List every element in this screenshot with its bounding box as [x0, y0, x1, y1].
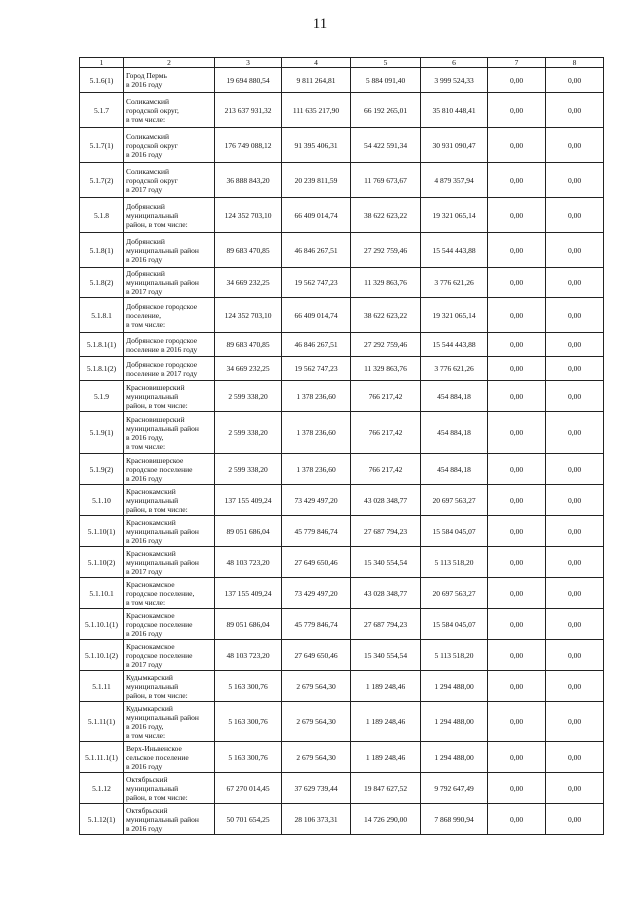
row-name-line: Октябрьский: [126, 805, 168, 815]
value-cell-v3: 89 051 686,04: [215, 516, 282, 547]
value-cell-v4: 45 779 846,74: [282, 609, 351, 640]
row-name-line: Добрянский: [126, 236, 165, 246]
table-row: [80, 516, 604, 547]
value-cell-v4: 37 629 739,44: [282, 773, 351, 804]
value-cell-v4: 66 409 014,74: [282, 298, 351, 333]
value-cell-v4: 66 409 014,74: [282, 198, 351, 233]
row-name-line: Краснокамское: [126, 610, 175, 620]
row-code: 5.1.8.1: [80, 298, 124, 333]
value-cell-v3: 67 270 014,45: [215, 773, 282, 804]
value-cell-v5: 54 422 591,34: [351, 128, 421, 163]
value-cell-v4: 2 679 564,30: [282, 671, 351, 702]
row-name-line: сельское поселение: [126, 752, 189, 762]
table-row: [80, 68, 604, 93]
value-cell-v8: 0,00: [546, 609, 604, 640]
row-name-line: в том числе:: [126, 441, 166, 451]
value-cell-v8: 0,00: [546, 454, 604, 485]
table-row: [80, 609, 604, 640]
value-cell-v7: 0,00: [488, 233, 546, 268]
value-cell-v8: 0,00: [546, 357, 604, 381]
value-cell-v5: 27 687 794,23: [351, 609, 421, 640]
value-cell-v5: 14 726 290,00: [351, 804, 421, 835]
table-row: [80, 381, 604, 412]
value-cell-v7: 0,00: [488, 198, 546, 233]
value-cell-v4: 28 106 373,31: [282, 804, 351, 835]
value-cell-v7: 0,00: [488, 412, 546, 454]
value-cell-v6: 4 879 357,94: [421, 163, 488, 198]
row-name-line: в том числе:: [126, 597, 166, 607]
value-cell-v6: 9 792 647,49: [421, 773, 488, 804]
row-name: [124, 333, 215, 357]
value-cell-v8: 0,00: [546, 640, 604, 671]
row-code: 5.1.10.1(2): [80, 640, 124, 671]
value-cell-v5: 38 622 623,22: [351, 298, 421, 333]
value-cell-v4: 73 429 497,20: [282, 578, 351, 609]
value-cell-v3: 5 163 300,76: [215, 742, 282, 773]
table-row: [80, 773, 604, 804]
value-cell-v4: 9 811 264,81: [282, 68, 351, 93]
value-cell-v4: 2 679 564,30: [282, 702, 351, 742]
value-cell-v4: 19 562 747,23: [282, 268, 351, 298]
value-cell-v8: 0,00: [546, 233, 604, 268]
row-name: [124, 640, 215, 671]
value-cell-v8: 0,00: [546, 671, 604, 702]
row-name-line: поселение в 2016 году: [126, 344, 198, 354]
value-cell-v7: 0,00: [488, 68, 546, 93]
row-name: [124, 742, 215, 773]
row-name-line: в том числе:: [126, 114, 166, 124]
row-code: 5.1.11(1): [80, 702, 124, 742]
row-name: [124, 381, 215, 412]
value-cell-v3: 5 163 300,76: [215, 702, 282, 742]
value-cell-v7: 0,00: [488, 702, 546, 742]
row-name-line: Кудымкарский: [126, 703, 173, 713]
row-name: [124, 485, 215, 516]
value-cell-v7: 0,00: [488, 671, 546, 702]
page-number: 11: [312, 16, 328, 32]
value-cell-v7: 0,00: [488, 804, 546, 835]
value-cell-v3: 50 701 654,25: [215, 804, 282, 835]
row-name-line: район, в том числе:: [126, 792, 188, 802]
value-cell-v4: 91 395 406,31: [282, 128, 351, 163]
value-cell-v4: 46 846 267,51: [282, 333, 351, 357]
value-cell-v6: 20 697 563,27: [421, 578, 488, 609]
value-cell-v5: 15 340 554,54: [351, 547, 421, 578]
row-name: [124, 454, 215, 485]
value-cell-v3: 213 637 931,32: [215, 93, 282, 128]
row-name-line: в 2016 году: [126, 149, 163, 159]
value-cell-v5: 19 847 627,52: [351, 773, 421, 804]
value-cell-v5: 1 189 248,46: [351, 742, 421, 773]
value-cell-v7: 0,00: [488, 93, 546, 128]
table-row: [80, 412, 604, 454]
budget-table: [79, 57, 604, 835]
row-name-line: Красновишерский: [126, 382, 185, 392]
column-header: 5: [351, 58, 421, 68]
value-cell-v8: 0,00: [546, 381, 604, 412]
value-cell-v7: 0,00: [488, 454, 546, 485]
row-name-line: в 2016 году: [126, 535, 163, 545]
value-cell-v8: 0,00: [546, 298, 604, 333]
row-code: 5.1.7(1): [80, 128, 124, 163]
row-code: 5.1.8.1(2): [80, 357, 124, 381]
value-cell-v5: 38 622 623,22: [351, 198, 421, 233]
value-cell-v8: 0,00: [546, 128, 604, 163]
value-cell-v8: 0,00: [546, 485, 604, 516]
row-name-line: Краснокамский: [126, 548, 176, 558]
row-code: 5.1.12: [80, 773, 124, 804]
value-cell-v7: 0,00: [488, 128, 546, 163]
row-code: 5.1.10.1: [80, 578, 124, 609]
value-cell-v6: 1 294 488,00: [421, 742, 488, 773]
value-cell-v7: 0,00: [488, 609, 546, 640]
table-row: [80, 485, 604, 516]
value-cell-v7: 0,00: [488, 163, 546, 198]
value-cell-v5: 1 189 248,46: [351, 671, 421, 702]
row-code: 5.1.6(1): [80, 68, 124, 93]
value-cell-v3: 2 599 338,20: [215, 454, 282, 485]
row-name-line: район, в том числе:: [126, 219, 188, 229]
column-header: 8: [546, 58, 604, 68]
value-cell-v5: 43 028 348,77: [351, 578, 421, 609]
row-name-line: муниципальный район: [126, 423, 199, 433]
value-cell-v6: 454 884,18: [421, 381, 488, 412]
value-cell-v5: 766 217,42: [351, 454, 421, 485]
table-row: [80, 742, 604, 773]
row-name: [124, 163, 215, 198]
value-cell-v4: 19 562 747,23: [282, 357, 351, 381]
row-code: 5.1.8(2): [80, 268, 124, 298]
value-cell-v4: 46 846 267,51: [282, 233, 351, 268]
table-row: [80, 333, 604, 357]
value-cell-v6: 1 294 488,00: [421, 671, 488, 702]
row-name-line: городской округ: [126, 140, 178, 150]
row-name-line: в 2016 году: [126, 823, 163, 833]
value-cell-v3: 36 888 843,20: [215, 163, 282, 198]
table-row: [80, 702, 604, 742]
row-name-line: Добрянское городское: [126, 301, 198, 311]
value-cell-v4: 111 635 217,90: [282, 93, 351, 128]
column-header: 3: [215, 58, 282, 68]
row-name-line: Октябрьский: [126, 774, 168, 784]
row-code: 5.1.9(2): [80, 454, 124, 485]
column-header: 2: [124, 58, 215, 68]
row-name-line: поселение в 2017 году: [126, 368, 198, 378]
row-name-line: Соликамский: [126, 166, 170, 176]
value-cell-v4: 2 679 564,30: [282, 742, 351, 773]
row-name-line: городской округ: [126, 175, 178, 185]
row-name-line: муниципальный район: [126, 245, 199, 255]
value-cell-v3: 124 352 703,10: [215, 298, 282, 333]
row-name-line: муниципальный район: [126, 712, 199, 722]
row-name: [124, 128, 215, 163]
value-cell-v8: 0,00: [546, 93, 604, 128]
row-name-line: Красновишерское: [126, 455, 184, 465]
value-cell-v6: 20 697 563,27: [421, 485, 488, 516]
value-cell-v5: 766 217,42: [351, 381, 421, 412]
value-cell-v8: 0,00: [546, 804, 604, 835]
row-name: [124, 268, 215, 298]
value-cell-v8: 0,00: [546, 198, 604, 233]
value-cell-v5: 27 687 794,23: [351, 516, 421, 547]
value-cell-v6: 454 884,18: [421, 412, 488, 454]
row-name: [124, 198, 215, 233]
row-name-line: в 2016 году: [126, 254, 163, 264]
row-name-line: в 2017 году: [126, 659, 163, 669]
row-name-line: Краснокамское: [126, 641, 175, 651]
row-code: 5.1.11.1(1): [80, 742, 124, 773]
row-name-line: в том числе:: [126, 319, 166, 329]
row-name-line: район, в том числе:: [126, 504, 188, 514]
value-cell-v3: 2 599 338,20: [215, 381, 282, 412]
row-name-line: в 2016 году,: [126, 432, 164, 442]
row-name-line: Город Пермь: [126, 71, 167, 80]
value-cell-v4: 20 239 811,59: [282, 163, 351, 198]
value-cell-v6: 15 584 045,07: [421, 609, 488, 640]
column-header: 4: [282, 58, 351, 68]
value-cell-v3: 176 749 088,12: [215, 128, 282, 163]
row-name-line: Добрянский: [126, 269, 165, 278]
row-name-line: район, в том числе:: [126, 400, 188, 410]
value-cell-v8: 0,00: [546, 742, 604, 773]
table-row: [80, 198, 604, 233]
value-cell-v8: 0,00: [546, 773, 604, 804]
value-cell-v7: 0,00: [488, 640, 546, 671]
column-header: 7: [488, 58, 546, 68]
value-cell-v4: 45 779 846,74: [282, 516, 351, 547]
row-name-line: городское поселение,: [126, 588, 195, 598]
table-row: [80, 128, 604, 163]
value-cell-v8: 0,00: [546, 702, 604, 742]
row-name: [124, 547, 215, 578]
value-cell-v3: 89 051 686,04: [215, 609, 282, 640]
value-cell-v4: 1 378 236,60: [282, 412, 351, 454]
row-name-line: в 2016 году: [126, 761, 163, 771]
value-cell-v6: 3 776 621,26: [421, 357, 488, 381]
row-name-line: муниципальный: [126, 783, 179, 793]
value-cell-v3: 34 669 232,25: [215, 268, 282, 298]
table-row: [80, 357, 604, 381]
value-cell-v3: 48 103 723,20: [215, 640, 282, 671]
row-name: [124, 773, 215, 804]
table-body: [80, 68, 604, 835]
row-name-line: в 2017 году: [126, 566, 163, 576]
row-name-line: Кудымкарский: [126, 672, 173, 682]
row-code: 5.1.10(2): [80, 547, 124, 578]
value-cell-v5: 43 028 348,77: [351, 485, 421, 516]
row-name: [124, 516, 215, 547]
table-row: [80, 93, 604, 128]
value-cell-v7: 0,00: [488, 578, 546, 609]
value-cell-v5: 27 292 759,46: [351, 233, 421, 268]
row-name-line: городское поселение: [126, 650, 193, 660]
value-cell-v6: 7 868 990,94: [421, 804, 488, 835]
table-row: [80, 547, 604, 578]
row-name: [124, 702, 215, 742]
value-cell-v6: 5 113 518,20: [421, 640, 488, 671]
value-cell-v6: 15 584 045,07: [421, 516, 488, 547]
row-code: 5.1.8: [80, 198, 124, 233]
column-number-row: [80, 58, 604, 68]
row-name-line: городское поселение: [126, 464, 193, 474]
row-code: 5.1.8(1): [80, 233, 124, 268]
row-code: 5.1.12(1): [80, 804, 124, 835]
row-code: 5.1.9: [80, 381, 124, 412]
value-cell-v3: 34 669 232,25: [215, 357, 282, 381]
row-name: [124, 671, 215, 702]
table-row: [80, 163, 604, 198]
table-row: [80, 671, 604, 702]
row-code: 5.1.7: [80, 93, 124, 128]
row-name-line: в 2016 году: [126, 628, 163, 638]
column-header: 1: [80, 58, 124, 68]
column-header: 6: [421, 58, 488, 68]
value-cell-v8: 0,00: [546, 578, 604, 609]
value-cell-v7: 0,00: [488, 357, 546, 381]
table-row: [80, 268, 604, 298]
row-name-line: муниципальный: [126, 681, 179, 691]
value-cell-v8: 0,00: [546, 163, 604, 198]
value-cell-v5: 27 292 759,46: [351, 333, 421, 357]
table-row: [80, 233, 604, 268]
row-code: 5.1.11: [80, 671, 124, 702]
value-cell-v4: 73 429 497,20: [282, 485, 351, 516]
row-name-line: муниципальный: [126, 495, 179, 505]
row-name-line: муниципальный район: [126, 557, 199, 567]
value-cell-v7: 0,00: [488, 381, 546, 412]
row-code: 5.1.10(1): [80, 516, 124, 547]
value-cell-v5: 11 329 863,76: [351, 268, 421, 298]
row-name-line: в 2016 году,: [126, 721, 164, 731]
row-name-line: муниципальный: [126, 210, 179, 220]
row-name: [124, 68, 215, 93]
row-name: [124, 609, 215, 640]
value-cell-v7: 0,00: [488, 516, 546, 547]
value-cell-v8: 0,00: [546, 68, 604, 93]
row-name: [124, 357, 215, 381]
value-cell-v4: 1 378 236,60: [282, 454, 351, 485]
value-cell-v6: 19 321 065,14: [421, 198, 488, 233]
value-cell-v5: 11 329 863,76: [351, 357, 421, 381]
row-name-line: в 2016 году: [126, 80, 163, 89]
row-name-line: муниципальный район: [126, 278, 199, 287]
row-name-line: в 2017 году: [126, 287, 163, 296]
row-name-line: Верх-Иньвенское: [126, 743, 182, 753]
value-cell-v5: 15 340 554,54: [351, 640, 421, 671]
row-name-line: поселение,: [126, 310, 162, 320]
row-code: 5.1.10.1(1): [80, 609, 124, 640]
value-cell-v3: 2 599 338,20: [215, 412, 282, 454]
value-cell-v8: 0,00: [546, 412, 604, 454]
value-cell-v3: 137 155 409,24: [215, 578, 282, 609]
value-cell-v4: 27 649 650,46: [282, 640, 351, 671]
row-name: [124, 412, 215, 454]
table-row: [80, 298, 604, 333]
value-cell-v6: 15 544 443,88: [421, 233, 488, 268]
value-cell-v7: 0,00: [488, 333, 546, 357]
row-name-line: Красновишерский: [126, 414, 185, 424]
row-name-line: Краснокамский: [126, 486, 176, 496]
value-cell-v5: 66 192 265,01: [351, 93, 421, 128]
row-name-line: Краснокамский: [126, 517, 176, 527]
value-cell-v7: 0,00: [488, 773, 546, 804]
value-cell-v8: 0,00: [546, 268, 604, 298]
row-name-line: в 2017 году: [126, 184, 163, 194]
row-name-line: в 2016 году: [126, 473, 163, 483]
row-name-line: муниципальный район: [126, 814, 199, 824]
value-cell-v7: 0,00: [488, 298, 546, 333]
table-row: [80, 804, 604, 835]
row-name: [124, 93, 215, 128]
row-code: 5.1.7(2): [80, 163, 124, 198]
row-name: [124, 298, 215, 333]
value-cell-v3: 19 694 880,54: [215, 68, 282, 93]
value-cell-v4: 27 649 650,46: [282, 547, 351, 578]
row-name-line: район, в том числе:: [126, 690, 188, 700]
row-code: 5.1.8.1(1): [80, 333, 124, 357]
value-cell-v6: 35 810 448,41: [421, 93, 488, 128]
row-code: 5.1.10: [80, 485, 124, 516]
value-cell-v5: 5 884 091,40: [351, 68, 421, 93]
value-cell-v5: 1 189 248,46: [351, 702, 421, 742]
row-name: [124, 233, 215, 268]
row-name-line: муниципальный район: [126, 526, 199, 536]
value-cell-v6: 454 884,18: [421, 454, 488, 485]
row-name-line: Добрянское городское: [126, 335, 198, 345]
row-name: [124, 578, 215, 609]
value-cell-v3: 48 103 723,20: [215, 547, 282, 578]
value-cell-v7: 0,00: [488, 268, 546, 298]
row-name-line: городское поселение: [126, 619, 193, 629]
row-name-line: муниципальный: [126, 391, 179, 401]
value-cell-v3: 5 163 300,76: [215, 671, 282, 702]
value-cell-v3: 89 683 470,85: [215, 333, 282, 357]
value-cell-v6: 1 294 488,00: [421, 702, 488, 742]
row-name-line: Соликамский: [126, 131, 170, 141]
value-cell-v4: 1 378 236,60: [282, 381, 351, 412]
table-row: [80, 578, 604, 609]
row-name-line: Соликамский: [126, 96, 170, 106]
table-row: [80, 454, 604, 485]
table-row: [80, 640, 604, 671]
value-cell-v7: 0,00: [488, 547, 546, 578]
value-cell-v3: 89 683 470,85: [215, 233, 282, 268]
value-cell-v3: 137 155 409,24: [215, 485, 282, 516]
row-name-line: городской округ,: [126, 105, 179, 115]
row-name-line: Краснокамское: [126, 579, 175, 589]
value-cell-v7: 0,00: [488, 742, 546, 773]
value-cell-v3: 124 352 703,10: [215, 198, 282, 233]
value-cell-v8: 0,00: [546, 333, 604, 357]
value-cell-v6: 15 544 443,88: [421, 333, 488, 357]
row-name-line: Добрянский: [126, 201, 165, 211]
value-cell-v5: 766 217,42: [351, 412, 421, 454]
value-cell-v6: 5 113 518,20: [421, 547, 488, 578]
value-cell-v6: 30 931 090,47: [421, 128, 488, 163]
value-cell-v8: 0,00: [546, 516, 604, 547]
row-name: [124, 804, 215, 835]
value-cell-v6: 19 321 065,14: [421, 298, 488, 333]
value-cell-v6: 3 999 524,33: [421, 68, 488, 93]
row-name-line: в том числе:: [126, 730, 166, 740]
row-name-line: Добрянское городское: [126, 359, 198, 369]
value-cell-v5: 11 769 673,67: [351, 163, 421, 198]
value-cell-v7: 0,00: [488, 485, 546, 516]
row-code: 5.1.9(1): [80, 412, 124, 454]
value-cell-v6: 3 776 621,26: [421, 268, 488, 298]
value-cell-v8: 0,00: [546, 547, 604, 578]
